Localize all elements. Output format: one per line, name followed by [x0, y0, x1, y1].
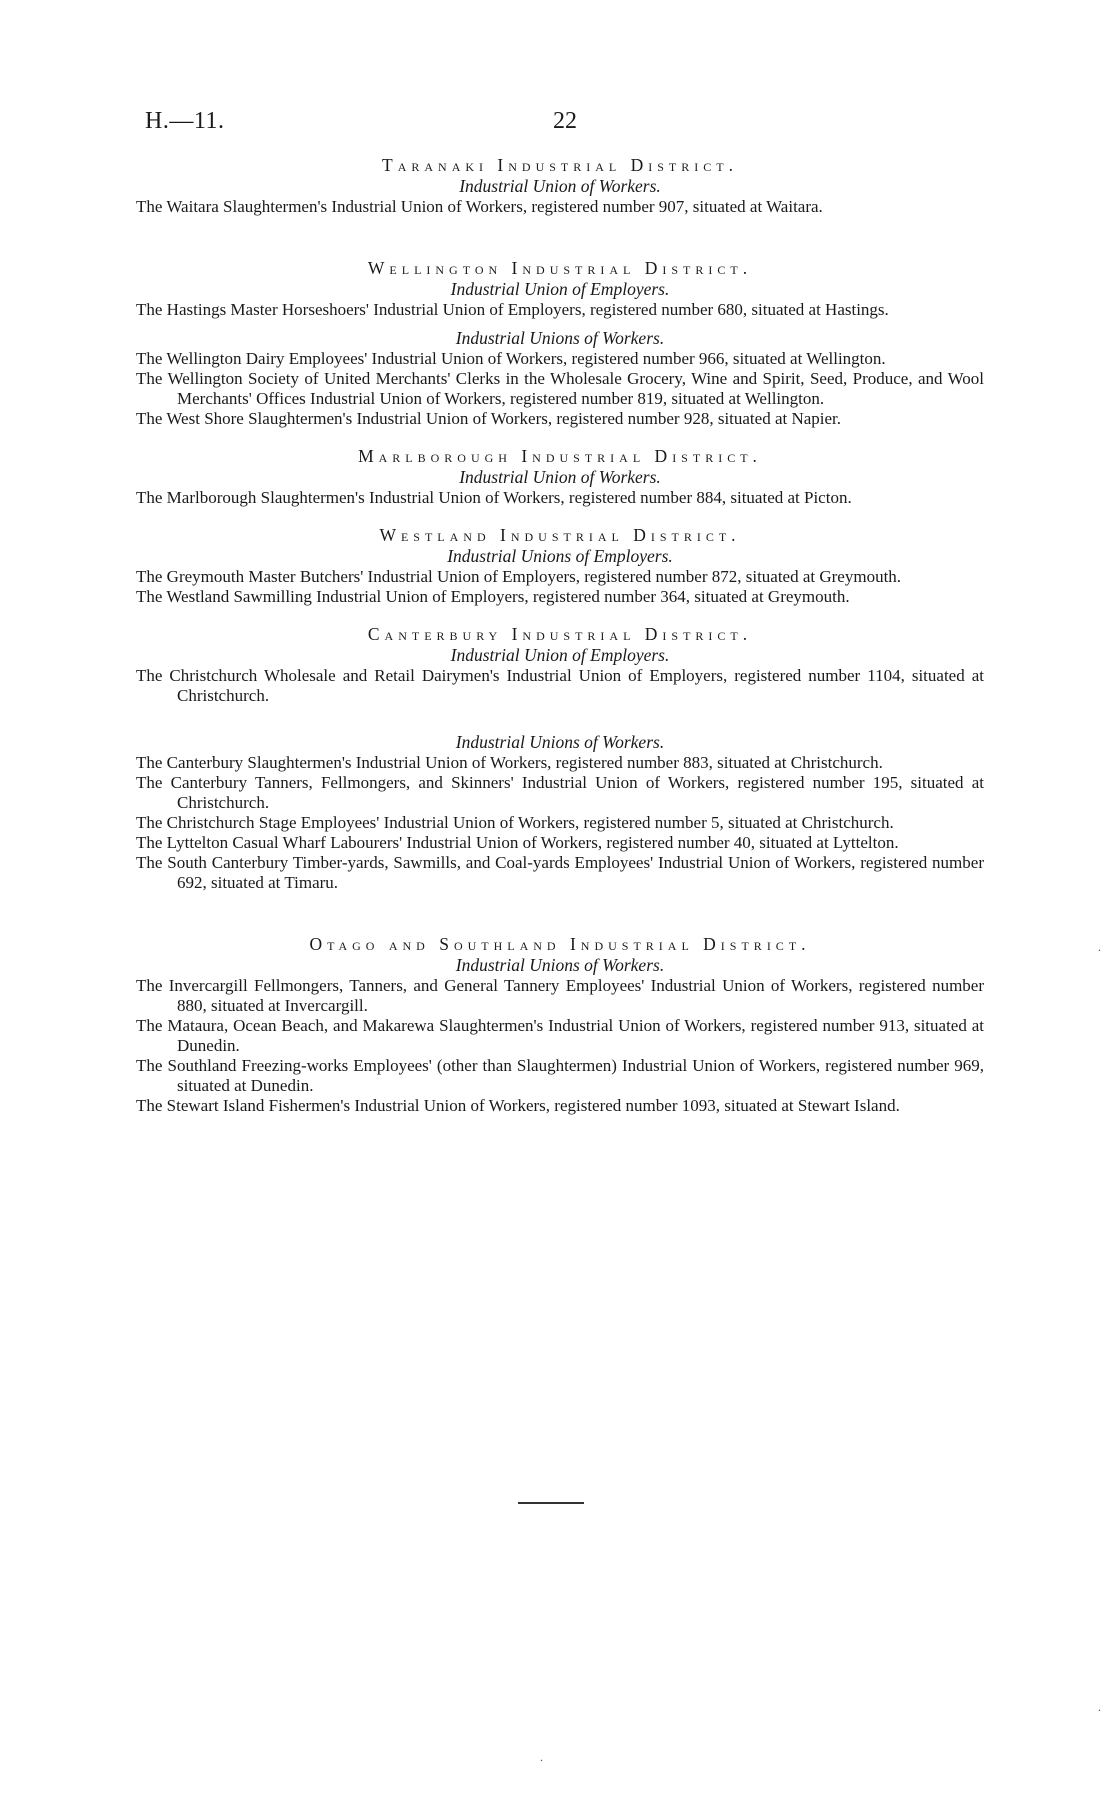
union-entry: The Lyttelton Casual Wharf Labourers' Industrial Union of Workers, registered number 40, situated at Lyttelton. — [136, 833, 899, 852]
district-title: Otago and Southland Industrial District. — [309, 934, 811, 954]
union-entry: The Mataura, Ocean Beach, and Makarewa Slaughtermen's Industrial Union of Workers, registered number 913, situated at Dunedin. — [136, 1016, 984, 1055]
scan-speck: . — [540, 1750, 543, 1764]
district-section-marlborough — [136, 445, 984, 508]
union-entry: The Canterbury Slaughtermen's Industrial Union of Workers, registered number 883, situated at Christchurch. — [136, 753, 883, 772]
district-title: Canterbury Industrial District. — [367, 624, 753, 644]
district-title: Taranaki Industrial District. — [382, 155, 738, 175]
union-entry: The Marlborough Slaughtermen's Industrial Union of Workers, registered number 884, situated at Picton. — [136, 488, 852, 507]
union-type-heading: Industrial Union of Workers. — [459, 176, 661, 196]
union-type-heading: Industrial Unions of Workers. — [455, 955, 665, 975]
union-entry: The Wellington Society of United Merchants' Clerks in the Wholesale Grocery, Wine and Spirit, Seed, Produce, and Wool Merchants' Offices Industrial Union of Workers, registered number 819, situated at Wellington. — [136, 369, 984, 408]
union-type-heading: Industrial Union of Employers. — [450, 279, 670, 299]
union-entry: The Canterbury Tanners, Fellmongers, and Skinners' Industrial Union of Workers, registered number 195, situated at Christchurch. — [136, 773, 984, 812]
union-entry: The South Canterbury Timber-yards, Sawmills, and Coal-yards Employees' Industrial Union of Workers, registered number 692, situated at Timaru. — [136, 853, 984, 892]
union-type-heading: Industrial Unions of Employers. — [447, 546, 673, 566]
district-section-taranaki — [136, 154, 984, 217]
district-section-canterbury — [136, 623, 984, 893]
district-title: Westland Industrial District. — [379, 525, 741, 545]
union-entry: The Waitara Slaughtermen's Industrial Union of Workers, registered number 907, situated at Waitara. — [136, 197, 823, 216]
union-entry: The Stewart Island Fishermen's Industrial Union of Workers, registered number 1093, situated at Stewart Island. — [136, 1096, 900, 1115]
scan-speck: . — [1098, 940, 1101, 954]
union-type-heading: Industrial Unions of Workers. — [455, 732, 665, 752]
district-section-westland — [136, 524, 984, 607]
scan-speck: . — [1098, 1700, 1101, 1714]
union-entry: The Westland Sawmilling Industrial Union of Employers, registered number 364, situated at Greymouth. — [136, 587, 850, 606]
union-entry: The Southland Freezing-works Employees' (other than Slaughtermen) Industrial Union of Workers, registered number 969, situated at Dunedin. — [136, 1056, 984, 1095]
union-entry: The Christchurch Wholesale and Retail Dairymen's Industrial Union of Employers, registered number 1104, situated at Christchurch. — [136, 666, 984, 705]
union-entry: The Wellington Dairy Employees' Industrial Union of Workers, registered number 966, situated at Wellington. — [136, 349, 886, 368]
district-title: Marlborough Industrial District. — [358, 446, 762, 466]
union-type-heading: Industrial Union of Employers. — [450, 645, 670, 665]
closing-rule — [518, 1502, 584, 1504]
page-header — [145, 108, 985, 138]
district-section-otago-southland — [136, 933, 984, 1116]
union-type-heading: Industrial Union of Workers. — [459, 467, 661, 487]
union-entry: The West Shore Slaughtermen's Industrial Union of Workers, registered number 928, situated at Napier. — [136, 409, 842, 428]
page-body — [136, 154, 984, 1116]
page-number: 22 — [553, 108, 577, 134]
district-title: Wellington Industrial District. — [367, 258, 753, 278]
union-entry: The Greymouth Master Butchers' Industrial Union of Employers, registered number 872, situated at Greymouth. — [136, 567, 902, 586]
document-reference: H.—11. — [145, 108, 225, 134]
union-type-heading: Industrial Unions of Workers. — [455, 328, 665, 348]
union-entry: The Invercargill Fellmongers, Tanners, and General Tannery Employees' Industrial Union of Workers, registered number 880, situated at Invercargill. — [136, 976, 984, 1015]
union-entry: The Christchurch Stage Employees' Industrial Union of Workers, registered number 5, situated at Christchurch. — [136, 813, 894, 832]
union-entry: The Hastings Master Horseshoers' Industrial Union of Employers, registered number 680, situated at Hastings. — [136, 300, 889, 319]
district-section-wellington — [136, 257, 984, 429]
